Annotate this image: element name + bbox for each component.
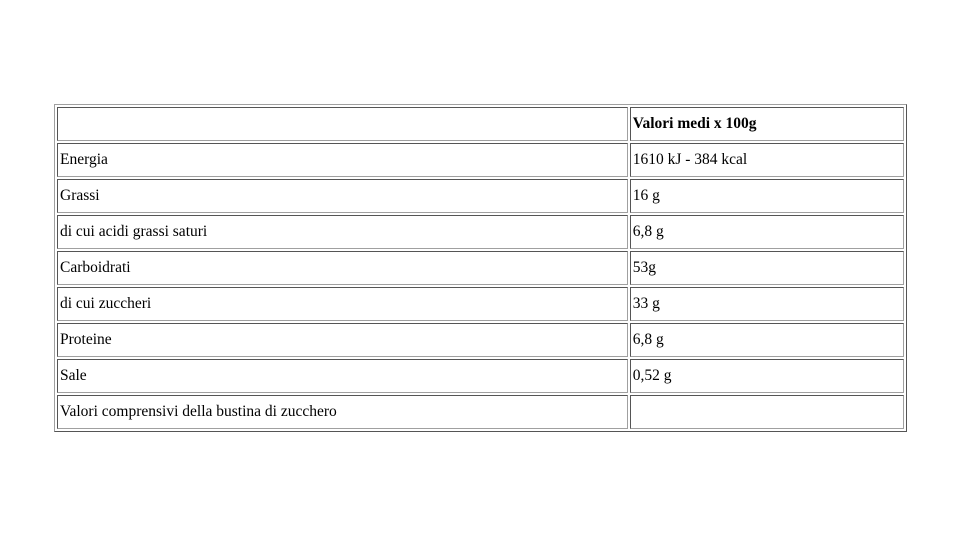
row-value: 1610 kJ - 384 kcal	[630, 143, 904, 177]
header-cell-empty	[57, 107, 628, 141]
row-label: Energia	[57, 143, 628, 177]
table-header-row	[57, 107, 904, 141]
table-row	[57, 179, 904, 213]
table-row	[57, 251, 904, 285]
row-value: 6,8 g	[630, 215, 904, 249]
row-value	[630, 395, 904, 429]
row-value: 16 g	[630, 179, 904, 213]
row-label: di cui acidi grassi saturi	[57, 215, 628, 249]
nutrition-table-container	[54, 104, 907, 432]
table-row	[57, 143, 904, 177]
row-value: 33 g	[630, 287, 904, 321]
table-row	[57, 287, 904, 321]
nutrition-table	[54, 104, 907, 432]
row-value: 0,52 g	[630, 359, 904, 393]
row-label: Sale	[57, 359, 628, 393]
row-label: Proteine	[57, 323, 628, 357]
row-label: Valori comprensivi della bustina di zucchero	[57, 395, 628, 429]
table-row	[57, 215, 904, 249]
row-value: 53g	[630, 251, 904, 285]
row-value: 6,8 g	[630, 323, 904, 357]
table-row	[57, 395, 904, 429]
row-label: Carboidrati	[57, 251, 628, 285]
table-row	[57, 359, 904, 393]
header-cell-values: Valori medi x 100g	[630, 107, 904, 141]
row-label: di cui zuccheri	[57, 287, 628, 321]
row-label: Grassi	[57, 179, 628, 213]
table-row	[57, 323, 904, 357]
